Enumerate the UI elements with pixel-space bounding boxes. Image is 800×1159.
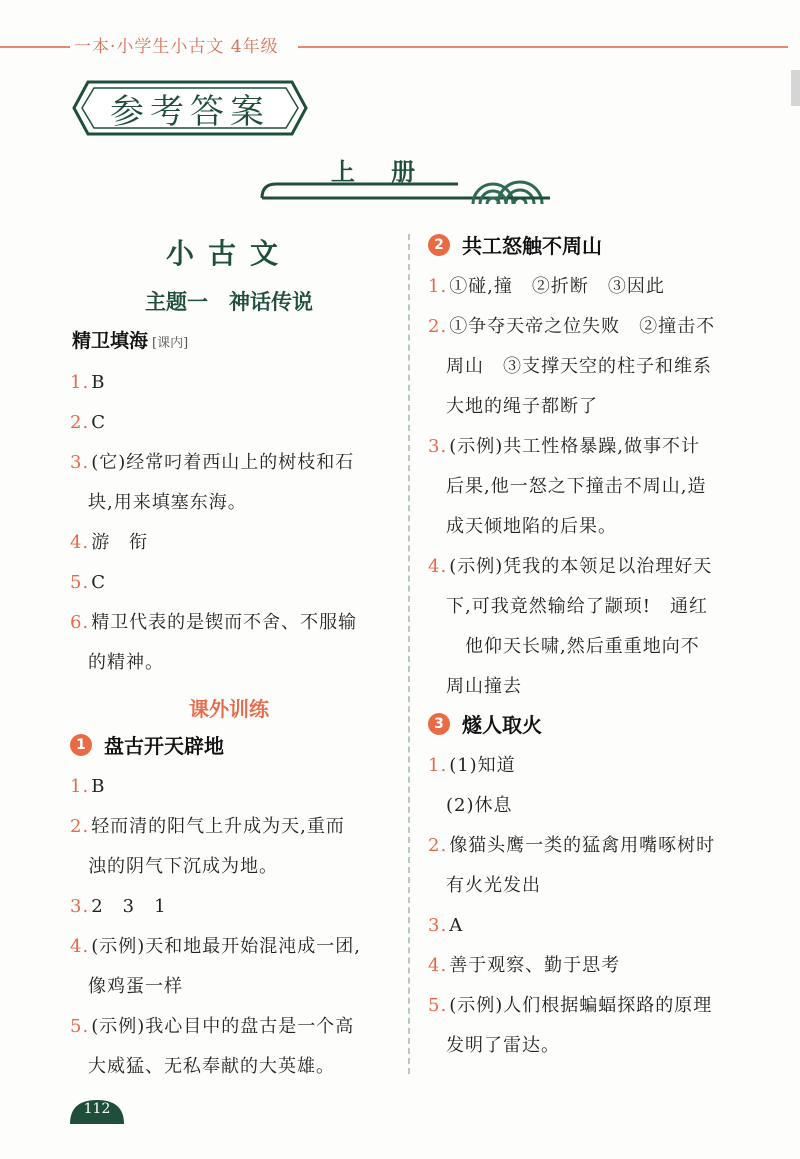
answer-number: 3.	[70, 452, 90, 473]
answer-item	[428, 427, 748, 547]
answer-number: 2.	[70, 412, 90, 433]
answer-text: 精卫代表的是锲而不舍、不服输	[91, 612, 358, 633]
answer-line	[70, 1007, 388, 1047]
answer-item	[70, 807, 388, 887]
answer-item	[428, 267, 748, 307]
answer-item	[70, 523, 388, 563]
answer-text: 大威猛、无私奉献的大英雄。	[88, 1056, 335, 1077]
answer-number: 2.	[70, 816, 90, 837]
answer-text: 大地的绳子都断了	[446, 396, 598, 417]
answer-item	[428, 946, 748, 986]
answer-text: (1)知道	[449, 755, 516, 776]
answer-line	[428, 627, 748, 667]
answer-text: 下,可我竟然输给了颛顼! 通红	[446, 596, 708, 617]
answer-item	[70, 927, 388, 1007]
answer-line	[428, 427, 748, 467]
answer-text: ①争夺天帝之位失败 ②撞击不	[449, 316, 716, 337]
topic-answers	[70, 767, 388, 1087]
answer-text: A	[449, 915, 464, 936]
answer-line	[70, 927, 388, 967]
answer-text: 浊的阴气下沉成为地。	[88, 856, 278, 877]
answer-text: 成天倾地陷的后果。	[446, 516, 617, 537]
answer-text: 2 3 1	[91, 896, 167, 917]
answer-text: 轻而清的阳气上升成为天,重而	[91, 816, 345, 837]
answer-text: (示例)天和地最开始混沌成一团,	[91, 936, 361, 957]
topic-title: 燧人取火	[462, 713, 542, 737]
answer-line	[70, 767, 388, 807]
answer-item	[70, 443, 388, 523]
topic-heading	[70, 730, 388, 759]
theme-title: 主题一 神话传说	[145, 289, 313, 314]
series-header: 一本·小学生小古文 4年级	[74, 37, 279, 57]
answer-line	[428, 467, 748, 507]
answer-line	[428, 387, 748, 427]
answer-number: 5.	[70, 572, 90, 593]
answer-line	[70, 603, 388, 643]
answer-line	[428, 307, 748, 347]
extra-training-title: 课外训练	[189, 697, 269, 721]
answer-number: 1.	[428, 755, 448, 776]
answer-number: 5.	[428, 995, 448, 1016]
section-title: 小古文	[165, 237, 292, 270]
answer-item	[428, 746, 748, 786]
answer-item	[428, 547, 748, 707]
topic-answers	[428, 267, 748, 707]
answer-item	[428, 786, 748, 826]
lesson-name: 精卫填海	[72, 330, 149, 352]
answer-line	[428, 746, 748, 786]
answer-line	[70, 887, 388, 927]
answer-item	[428, 826, 748, 906]
answer-number: 1.	[428, 276, 448, 297]
answer-number: 3.	[428, 436, 448, 457]
answer-item	[70, 403, 388, 443]
answer-line	[428, 946, 748, 986]
lesson-title	[72, 326, 388, 353]
topic-number-badge: 1	[70, 734, 92, 756]
header-rule-left	[0, 46, 70, 48]
volume-title: 上 册	[330, 157, 430, 186]
answer-item	[70, 1007, 388, 1087]
answer-item	[70, 563, 388, 603]
page-number: 112	[83, 1101, 111, 1117]
answer-text: 周山撞去	[446, 676, 522, 697]
topic-number-badge: 3	[428, 713, 450, 735]
answer-item	[428, 986, 748, 1066]
answer-text: (示例)我心目中的盘古是一个高	[91, 1016, 355, 1037]
answer-line	[428, 587, 748, 627]
answer-text: (示例)共工性格暴躁,做事不计	[449, 436, 700, 457]
answer-number: 1.	[70, 776, 90, 797]
answer-line	[70, 403, 388, 443]
answer-text: (示例)凭我的本领足以治理好天	[449, 556, 713, 577]
answer-line	[428, 826, 748, 866]
answer-text: 像鸡蛋一样	[88, 976, 183, 997]
topic-heading	[428, 230, 748, 259]
answer-item	[70, 603, 388, 683]
answer-text: 周山 ③支撑天空的柱子和维系	[446, 356, 712, 377]
answer-line	[428, 547, 748, 587]
answer-line	[428, 786, 748, 826]
answer-number: 4.	[70, 532, 90, 553]
answer-line	[428, 267, 748, 307]
answer-number: 2.	[428, 316, 448, 337]
answer-line	[428, 1026, 748, 1066]
answer-line	[70, 483, 388, 523]
topic-title: 盘古开天辟地	[104, 734, 224, 758]
answer-item	[428, 307, 748, 427]
topic-number-badge: 2	[428, 234, 450, 256]
answer-line	[70, 847, 388, 887]
answer-item	[70, 363, 388, 403]
answer-text: (2)休息	[446, 795, 513, 816]
lesson-tag: [课内]	[152, 336, 189, 351]
answer-line	[70, 363, 388, 403]
answer-text: 有火光发出	[446, 875, 541, 896]
topic-answers	[428, 746, 748, 1066]
column-divider	[408, 234, 410, 1074]
answer-line	[70, 967, 388, 1007]
lesson-answers	[70, 363, 388, 683]
page-edge-tab	[791, 70, 800, 106]
volume-wave-ornament	[258, 168, 553, 208]
banner-title: 参考答案	[110, 92, 270, 132]
answer-text: C	[91, 412, 106, 433]
answer-line	[428, 906, 748, 946]
answer-item	[428, 906, 748, 946]
answer-line	[70, 523, 388, 563]
answer-line	[428, 986, 748, 1026]
answer-text: 块,用来填塞东海。	[88, 492, 247, 513]
answer-number: 4.	[428, 556, 448, 577]
answer-number: 6.	[70, 612, 90, 633]
answer-text: B	[91, 372, 106, 393]
header-rule-right	[298, 46, 788, 48]
answer-line	[428, 507, 748, 547]
answer-line	[70, 643, 388, 683]
answer-line	[428, 347, 748, 387]
answer-number: 2.	[428, 835, 448, 856]
answer-text: 的精神。	[88, 652, 164, 673]
answer-number: 4.	[428, 955, 448, 976]
answer-text: 发明了雷达。	[446, 1035, 560, 1056]
answer-text: B	[91, 776, 106, 797]
answer-number: 3.	[70, 896, 90, 917]
answer-text: C	[91, 572, 106, 593]
answer-line	[70, 1047, 388, 1087]
answer-line	[70, 443, 388, 483]
answer-item	[70, 767, 388, 807]
answer-line	[428, 866, 748, 906]
left-column	[70, 228, 388, 1087]
answer-text: 像猫头鹰一类的猛禽用嘴啄树时	[449, 835, 716, 856]
answer-line	[70, 563, 388, 603]
answer-text: (它)经常叼着西山上的树枝和石	[91, 452, 355, 473]
answer-text: (示例)人们根据蝙蝠探路的原理	[449, 995, 713, 1016]
answer-text: 后果,他一怒之下撞击不周山,造	[446, 476, 707, 497]
topic-heading	[428, 709, 748, 738]
answer-line	[70, 807, 388, 847]
answer-number: 5.	[70, 1016, 90, 1037]
right-column	[428, 228, 748, 1066]
answer-number: 3.	[428, 915, 448, 936]
answer-text: ①碰,撞 ②折断 ③因此	[449, 276, 665, 297]
answer-number: 4.	[70, 936, 90, 957]
answer-item	[70, 887, 388, 927]
topic-title: 共工怒触不周山	[462, 234, 602, 258]
answer-text: 他仰天长啸,然后重重地向不	[446, 636, 700, 657]
answer-number: 1.	[70, 372, 90, 393]
answer-text: 游 衔	[91, 532, 149, 553]
answer-line	[428, 667, 748, 707]
answer-text: 善于观察、勤于思考	[449, 955, 621, 976]
